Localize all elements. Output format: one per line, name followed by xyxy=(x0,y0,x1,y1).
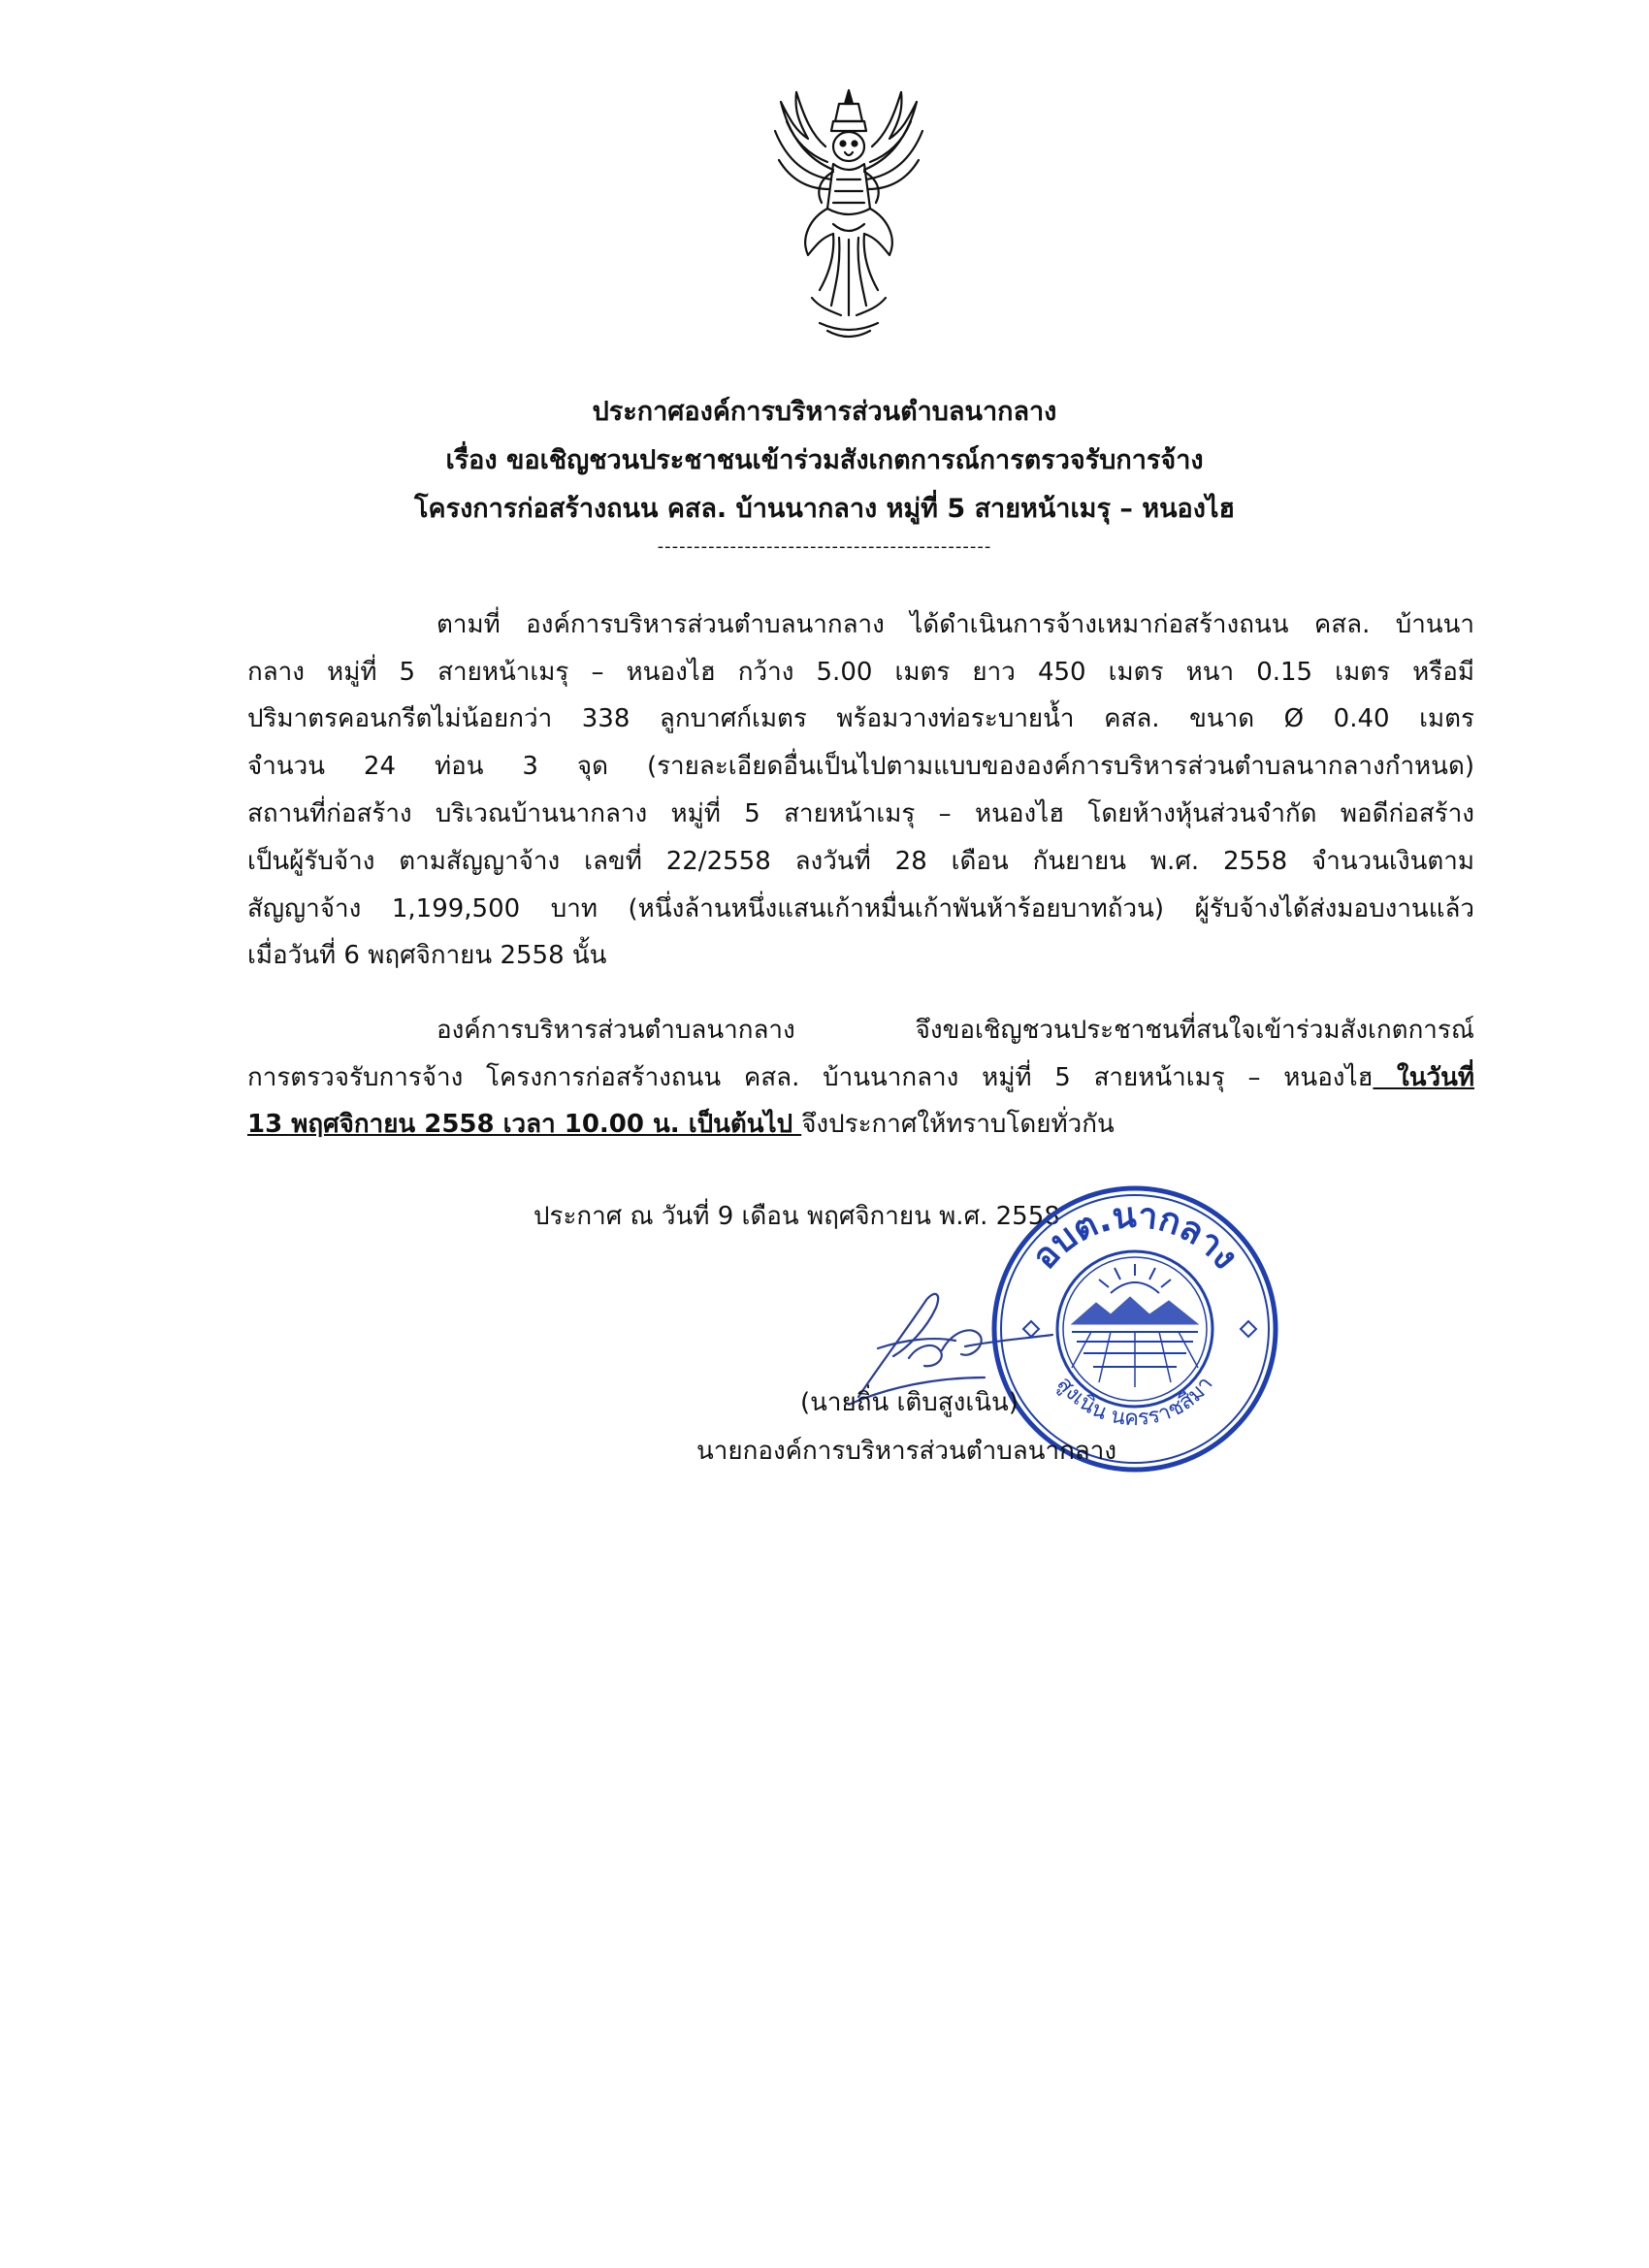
paragraph-line: ปริมาตรคอนกรีตไม่น้อยกว่า 338 ลูกบาศก์เมตร พร้อมวางท่อระบายน้ำ คสล. ขนาด Ø 0.40 เมตร xyxy=(247,704,1474,733)
announcement-project: โครงการก่อสร้างถนน คสล. บ้านนากลาง หมู่ที่ 5 สายหน้าเมรุ – หนองไฮ xyxy=(414,494,1235,524)
seal-top-text: อบต.นากลาง xyxy=(1024,1195,1245,1278)
paragraph-text: การตรวจรับการจ้าง โครงการก่อสร้างถนน คสล. บ้านนากลาง หมู่ที่ 5 สายหน้าเมรุ – หนองไฮ xyxy=(247,1063,1374,1092)
paragraph-line: สัญญาจ้าง 1,199,500 บาท (หนึ่งล้านหนึ่งแสนเก้าหมื่นเก้าพันห้าร้อยบาทถ้วน) ผู้รับจ้างได้ส่งมอบงานแล้ว xyxy=(247,894,1474,923)
seal-bottom-text: สูงเนิน นครราชสีมา xyxy=(1051,1372,1218,1432)
paragraph-line xyxy=(247,1056,1474,1099)
signer-title: นายกองค์การบริหารส่วนตำบลนากลาง xyxy=(696,1437,1117,1466)
announcement-title: ประกาศองค์การบริหารส่วนตำบลนากลาง xyxy=(592,397,1057,427)
paragraph-line: ตามที่ องค์การบริหารส่วนตำบลนากลาง ได้ดำเนินการจ้างเหมาก่อสร้างถนน คสล. บ้านนา xyxy=(436,610,1474,639)
paragraph-line: กลาง หมู่ที่ 5 สายหน้าเมรุ – หนองไฮ กว้าง 5.00 เมตร ยาว 450 เมตร หนา 0.15 เมตร หรือมี xyxy=(247,658,1474,687)
paragraph-line: เป็นผู้รับจ้าง ตามสัญญาจ้าง เลขที่ 22/2558 ลงวันที่ 28 เดือน กันยายน พ.ศ. 2558 จำนวนเงินตาม xyxy=(247,847,1474,876)
separator-line: ---------------------------------------------- xyxy=(657,536,992,557)
garuda-emblem-icon xyxy=(752,82,946,344)
paragraph-line: องค์การบริหารส่วนตำบลนากลาง จึงขอเชิญชวนประชาชนที่สนใจเข้าร่วมสังเกตการณ์ xyxy=(436,1016,1474,1045)
paragraph-line: สถานที่ก่อสร้าง บริเวณบ้านนากลาง หมู่ที่ 5 สายหน้าเมรุ – หนองไฮ โดยห้างหุ้นส่วนจำกัด พอดีก่อสร้าง xyxy=(247,799,1474,828)
inspection-date-emphasis: ในวันที่ xyxy=(1373,1063,1474,1092)
paragraph-line: จำนวน 24 ท่อน 3 จุด (รายละเอียดอื่นเป็นไปตามแบบขององค์การบริหารส่วนตำบลนากลางกำหนด) xyxy=(247,752,1474,781)
inspection-date-emphasis: 13 พฤศจิกายน 2558 เวลา 10.00 น. เป็นต้นไป xyxy=(247,1110,802,1139)
paragraph-text: จึงประกาศให้ทราบโดยทั่วกัน xyxy=(801,1110,1115,1139)
announcement-subject: เรื่อง ขอเชิญชวนประชาชนเข้าร่วมสังเกตการณ์การตรวจรับการจ้าง xyxy=(445,445,1204,475)
signer-name: (นายถิ่น เติบสูงเนิน) xyxy=(800,1388,1018,1417)
announce-date: ประกาศ ณ วันที่ 9 เดือน พฤศจิกายน พ.ศ. 2558 xyxy=(534,1202,1060,1231)
paragraph-line: เมื่อวันที่ 6 พฤศจิกายน 2558 นั้น xyxy=(247,941,607,970)
paragraph-line xyxy=(247,1103,1474,1146)
